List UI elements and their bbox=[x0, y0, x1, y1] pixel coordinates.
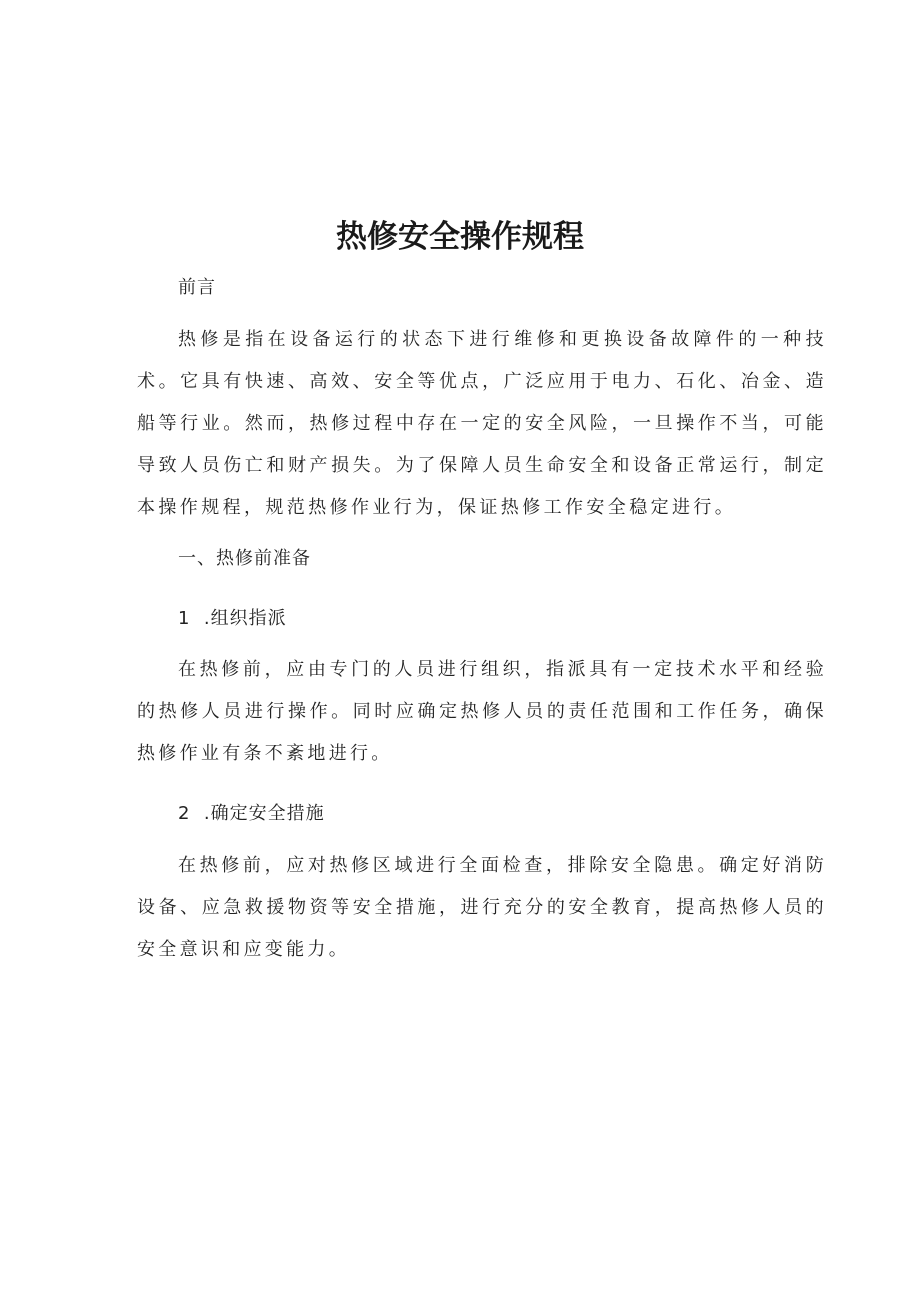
section-1-heading: 一、热修前准备 bbox=[178, 548, 311, 569]
preface-paragraph: 热修是指在设备运行的状态下进行维修和更换设备故障件的一种技术。它具有快速、高效、安全等优点，广泛应用于电力、石化、冶金、造船等行业。然而，热修过程中存在一定的安全风险，一旦操作不当，可能导致人员伤亡和财产损失。为了保障人员生命安全和设备正常运行，制定本操作规程，规范热修作业行为，保证热修工作安全稳定进行。 bbox=[137, 329, 827, 518]
item-2-paragraph: 在热修前，应对热修区域进行全面检查，排除安全隐患。确定好消防设备、应急救援物资等安全措施，进行充分的安全教育，提高热修人员的安全意识和应变能力。 bbox=[137, 855, 827, 960]
document-title: 热修安全操作规程 bbox=[336, 219, 584, 255]
preface-heading: 前言 bbox=[178, 277, 216, 298]
item-1-paragraph: 在热修前，应由专门的人员进行组织，指派具有一定技术水平和经验的热修人员进行操作。同时应确定热修人员的责任范围和工作任务，确保热修作业有条不紊地进行。 bbox=[137, 659, 827, 764]
item-1-heading: 1 .组织指派 bbox=[178, 608, 287, 629]
item-2-heading: 2 .确定安全措施 bbox=[178, 803, 325, 824]
